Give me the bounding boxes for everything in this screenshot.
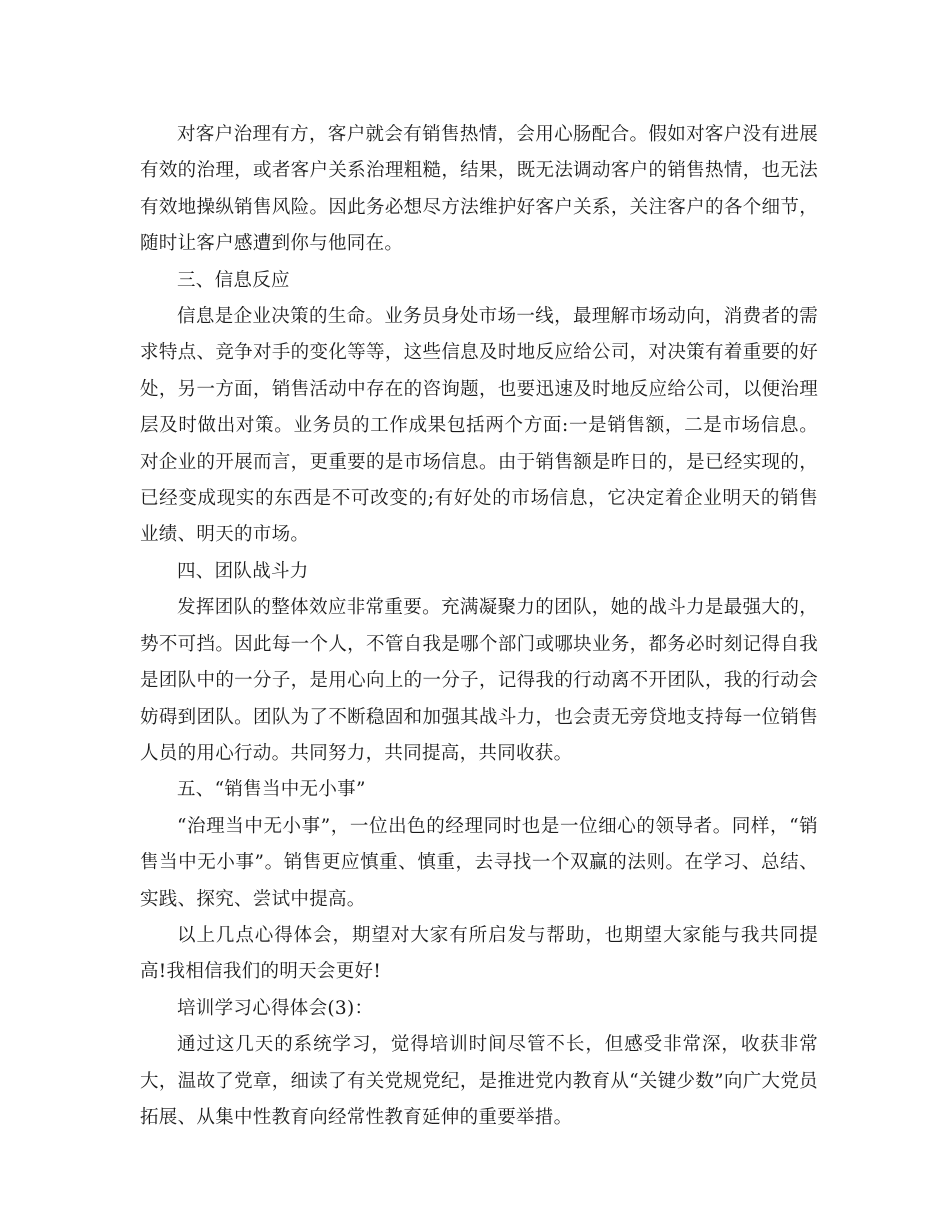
paragraph-information-feedback: 信息是企业决策的生命。业务员身处市场一线，最理解市场动向，消费者的需求特点、竞争对手的变化等等，这些信息及时地反应给公司，对决策有着重要的好处，另一方面，销售活动中存在的咨询题，也要迅速及时地反应给公司，以便治理层及时做出对策。业务员的工作成果包括两个方面:一是销售额，二是市场信息。对企业的开展而言，更重要的是市场信息。由于销售额是昨日的，是已经实现的，已经变成现实的东西是不可改变的;有好处的市场信息，它决定着企业明天的销售业绩、明天的市场。 (140, 306, 818, 546)
paragraph-customer-management: 对客户治理有方，客户就会有销售热情，会用心肠配合。假如对客户没有进展有效的治理，或者客户关系治理粗糙，结果，既无法调动客户的销售热情，也无法有效地操纵销售风险。因此务必想尽方法维护好客户关系，关注客户的各个细节，随时让客户感遭到你与他同在。 (140, 124, 818, 255)
paragraph-no-small-matters: “治理当中无小事”，一位出色的经理同时也是一位细心的领导者。同样，“销售当中无小事”。销售更应慎重、慎重，去寻找一个双赢的法则。在学习、总结、实践、探究、尝试中提高。 (140, 815, 818, 910)
section-heading-training-experience-3: 培训学习心得体会(3)： (177, 997, 374, 1019)
section-heading-no-small-matters: 五、“销售当中无小事” (177, 779, 366, 801)
document-body (140, 117, 818, 1136)
section-heading-information-feedback: 三、信息反应 (177, 269, 290, 291)
paragraph-training-experience: 通过这几天的系统学习，觉得培训时间尽管不长，但感受非常深，收获非常大，温故了党章，细读了有关党规党纪，是推进党内教育从“关键少数”向广大党员拓展、从集中性教育向经常性教育延伸的重要举措。 (140, 1034, 818, 1128)
paragraph-closing-remarks: 以上几点心得体会，期望对大家有所启发与帮助，也期望大家能与我共同提高!我相信我们的明天会更好! (140, 924, 818, 983)
section-heading-team-strength: 四、团队战斗力 (177, 560, 309, 582)
paragraph-team-strength: 发挥团队的整体效应非常重要。充满凝聚力的团队，她的战斗力是最强大的，势不可挡。因此每一个人，不管自我是哪个部门或哪块业务，都务必时刻记得自我是团队中的一分子，是用心向上的一分子，记得我的行动离不开团队，我的行动会妨碍到团队。团队为了不断稳固和加强其战斗力，也会责无旁贷地支持每一位销售人员的用心行动。共同努力，共同提高，共同收获。 (140, 597, 818, 764)
